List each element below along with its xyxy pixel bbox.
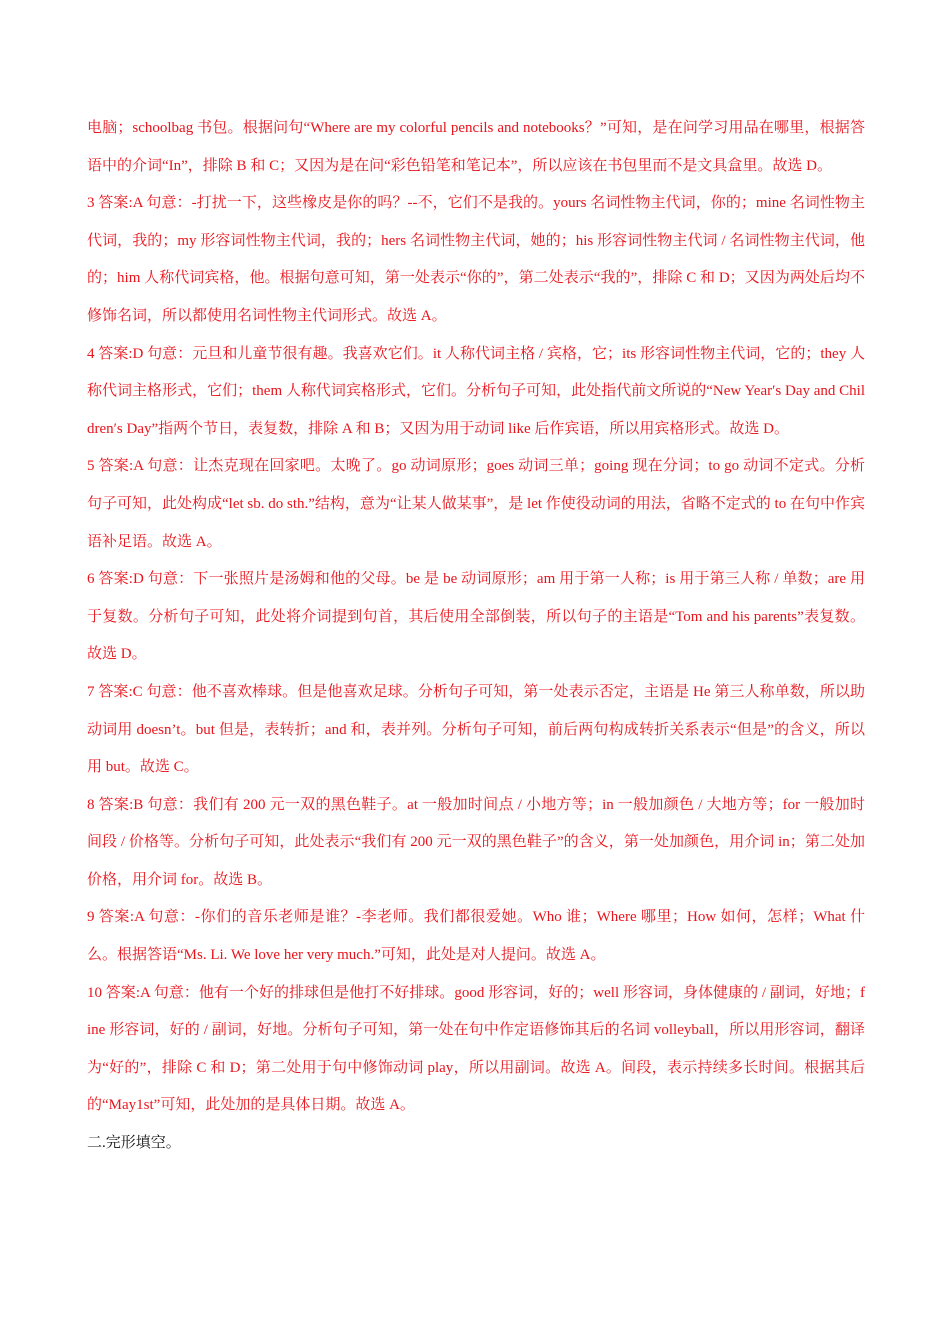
answer-paragraph-6: 6 答案:D 句意：下一张照片是汤姆和他的父母。be 是 be 动词原形；am 用于第一人称；is 用于第三人称 / 单数；are 用于复数。分析句子可知，此处将介词提到句首，其后使用全部倒装，所以句子的主语是“Tom and his parents”表复数。故选 D。 — [87, 571, 865, 663]
answer-paragraph-3: 3 答案:A 句意：-打扰一下，这些橡皮是你的吗？--不，它们不是我的。yours 名词性物主代词，你的；mine 名词性物主代词，我的；my 形容词性物主代词，我的；hers 名词性物主代词，她的；his 形容词性物主代词 / 名词性物主代词，他的；him 人称代词宾格，他。根据句意可知，第一处表示“你的”，第二处表示“我的”，排除 C 和 D；又因为两处后均不修饰名词，所以都使用名词性物主代词形式。故选 A。 — [87, 195, 865, 324]
document-page — [87, 110, 865, 1163]
answer-paragraph-8: 8 答案:B 句意：我们有 200 元一双的黑色鞋子。at 一般加时间点 / 小地方等；in 一般加颜色 / 大地方等；for 一般加时间段 / 价格等。分析句子可知，此处表示“我们有 200 元一双的黑色鞋子”的含义，第一处加颜色，用介词 in；第二处加价格，用介词 for。故选 B。 — [87, 796, 865, 888]
answer-paragraph-5: 5 答案:A 句意：让杰克现在回家吧。太晚了。go 动词原形；goes 动词三单；going 现在分词；to go 动词不定式。分析句子可知，此处构成“let sb. do sth.”结构，意为“让某人做某事”，是 let 作使役动词的用法，省略不定式的 to 在句中作宾语补足语。故选 A。 — [87, 458, 865, 550]
answer-paragraph-7: 7 答案:C 句意：他不喜欢棒球。但是他喜欢足球。分析句子可知，第一处表示否定，主语是 He 第三人称单数，所以助动词用 doesn’t。but 但是，表转折；and 和，表并列。分析句子可知，前后两句构成转折关系表示“但是”的含义，所以用 but。故选 C。 — [87, 683, 865, 776]
answer-paragraph-9: 9 答案:A 句意：-你们的音乐老师是谁？-李老师。我们都很爱她。Who 谁；Where 哪里；How 如何，怎样；What 什么。根据答语“Ms. Li. We love her very much.”可知，此处是对人提问。故选 A。 — [87, 909, 865, 964]
answer-paragraph-10: 10 答案:A 句意：他有一个好的排球但是他打不好排球。good 形容词，好的；well 形容词，身体健康的 / 副词，好地；fine 形容词，好的 / 副词，好地。分析句子可知，第一处在句中作定语修饰其后的名词 volleyball，所以用形容词，翻译为“好的”，排除 C 和 D；第二处用于句中修饰动词 play，所以用副词。故选 A。间段，表示持续多长时间。根据其后的“May1st”可知，此处加的是具体日期。故选 A。 — [87, 984, 865, 1114]
section-heading-cloze: 二.完形填空。 — [87, 1135, 181, 1152]
answer-paragraph-2-continued: 电脑；schoolbag 书包。根据问句“Where are my colorful pencils and notebooks？”可知，是在问学习用品在哪里，根据答语中的介词“In”，排除 B 和 C；又因为是在问“彩色铅笔和笔记本”，所以应该在书包里而不是文具盒里。故选 D。 — [87, 120, 865, 174]
answer-paragraph-4: 4 答案:D 句意：元旦和儿童节很有趣。我喜欢它们。it 人称代词主格 / 宾格，它；its 形容词性物主代词，它的；they 人称代词主格形式，它们；them 人称代词宾格形式，它们。分析句子可知，此处指代前文所说的“New Year′s Day and Children′s Day”指两个节日，表复数，排除 A 和 B；又因为用于动词 like 后作宾语，所以用宾格形式。故选 D。 — [87, 345, 865, 437]
